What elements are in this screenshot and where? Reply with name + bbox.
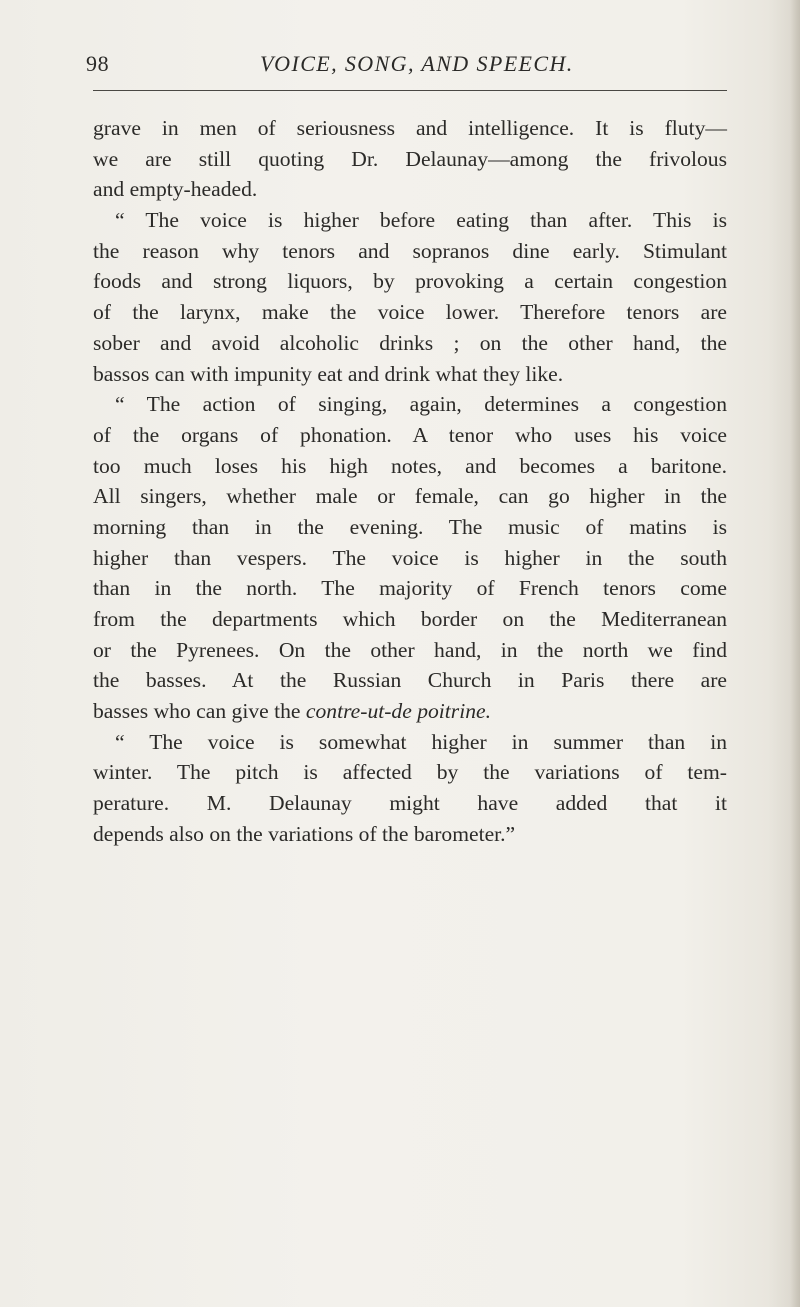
text-line: perature. M. Delaunay might have added that it [93, 791, 727, 816]
text-line: the basses. At the Russian Church in Paris there are [93, 668, 727, 693]
text-line: All singers, whether male or female, can go higher in the [93, 484, 727, 509]
text-line: too much loses his high notes, and becomes a baritone. [93, 453, 727, 478]
text-line: “ The action of singing, again, determines a congestion [115, 392, 727, 417]
page-number: 98 [86, 51, 110, 76]
text-line: morning than in the evening. The music of matins is [93, 514, 727, 539]
text-line: the reason why tenors and sopranos dine early. Stimulant [93, 238, 727, 263]
italic-phrase: contre-ut-de poitrine. [305, 699, 491, 724]
text-line-start: basses who can give the [93, 699, 306, 724]
text-line: winter. The pitch is affected by the variations of tem- [93, 760, 727, 785]
text-line: from the departments which border on the Mediterranean [93, 607, 727, 631]
text-line: of the organs of phonation. A tenor who uses his voice [93, 422, 727, 447]
text-line: “ The voice is higher before eating than after. This is [115, 208, 727, 233]
text-line: depends also on the variations of the barometer.” [93, 821, 516, 846]
text-line: than in the north. The majority of French tenors come [93, 576, 727, 601]
text-line: of the larynx, make the voice lower. Therefore tenors are [93, 300, 727, 325]
text-line: higher than vespers. The voice is higher in the south [93, 545, 727, 570]
running-title: VOICE, SONG, AND SPEECH. [260, 51, 574, 76]
text-line: bassos can with impunity eat and drink what they like. [93, 361, 564, 386]
text-line: or the Pyrenees. On the other hand, in the north we find [93, 637, 727, 662]
page-edge-shadow [790, 0, 800, 1307]
text-line: foods and strong liquors, by provoking a certain congestion [93, 269, 727, 294]
running-head [86, 50, 726, 82]
text-line: sober and avoid alcoholic drinks ; on the other hand, the [93, 330, 727, 355]
text-line: and empty-headed. [93, 177, 258, 202]
body-text [93, 113, 727, 850]
header-rule [93, 90, 727, 91]
text-line: grave in men of seriousness and intelligence. It is fluty— [93, 116, 727, 140]
text-line: we are still quoting Dr. Delaunay—among the frivolous [93, 146, 727, 171]
text-line-with-italic [93, 696, 727, 727]
text-line: “ The voice is somewhat higher in summer than in [115, 729, 727, 754]
